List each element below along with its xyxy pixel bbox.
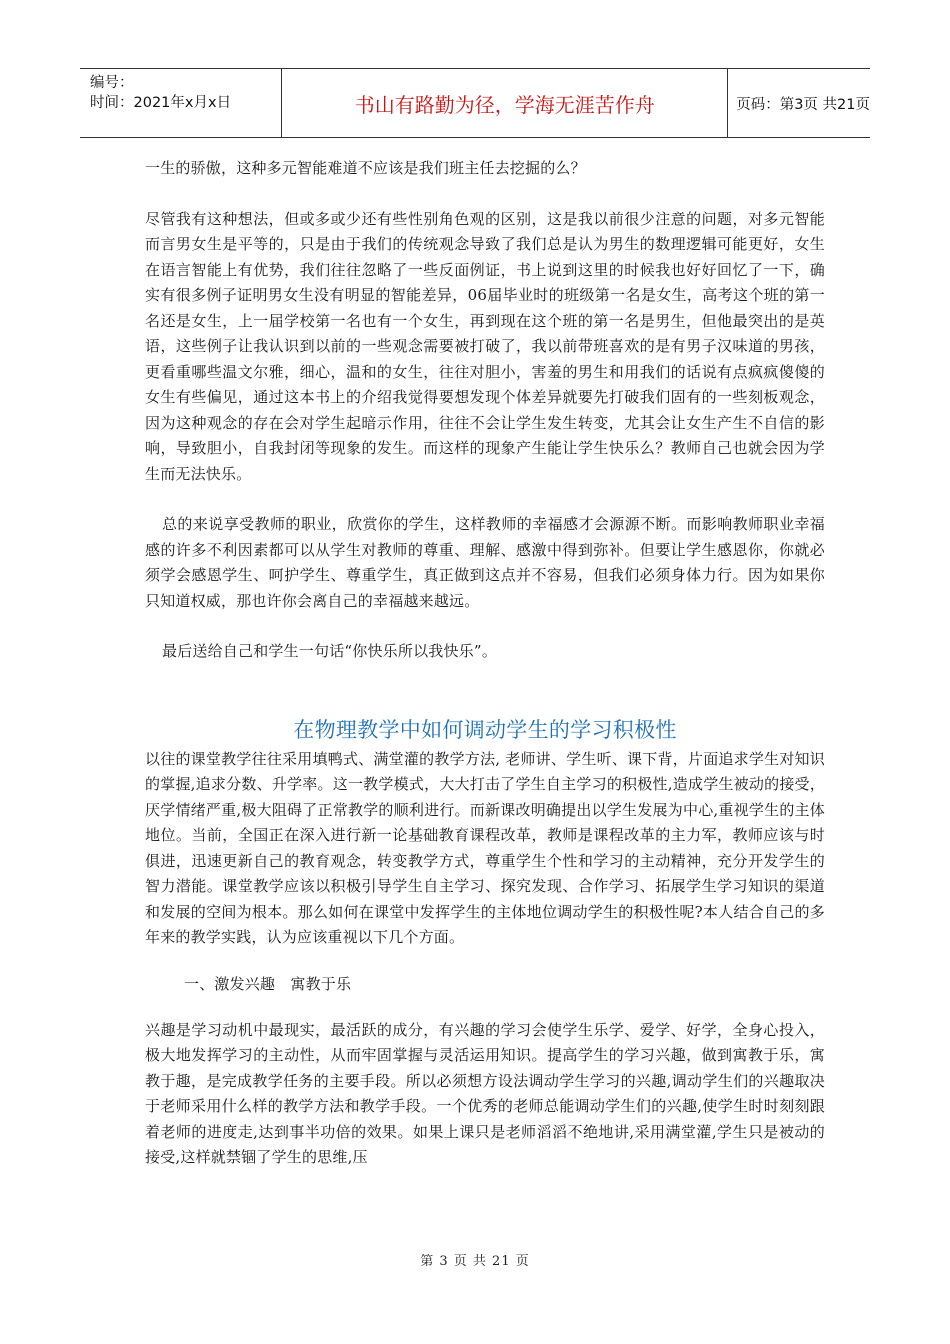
article-intro: 以往的课堂教学往往采用填鸭式、满堂灌的教学方法, 老师讲、学生听、课下背，片面追求学生对知识的掌握,追求分数、升学率。这一教学模式，大大打击了学生自主学习的积极性,造成学生被动的接受，厌学情绪严重,极大阻碍了正常教学的顺利进行。而新课改明确提出以学生发展为中心,重视学生的主体地位。当前，全国正在深入进行新一论基础教育课程改革，教师是课程改革的主力军，教师应该与时俱进，迅速更新自己的教育观念，转变教学方式，尊重学生个性和学习的主动精神，充分开发学生的智力潜能。课堂教学应该以积极引导学生自主学习、探究发现、合作学习、拓展学生学习知识的渠道和发展的空间为根本。那么如何在课堂中发挥学生的主体地位调动学生的积极性呢?本人结合自己的多年来的教学实践，认为应该重视以下几个方面。 (145, 749, 825, 946)
page-footer: 第 3 页 共 21 页 (420, 1254, 530, 1269)
header-meta (80, 69, 282, 137)
paragraph-closing-quote: 最后送给自己和学生一句话“你快乐所以我快乐”。 (162, 642, 497, 660)
section-heading: 一、激发兴趣 寓教于乐 (184, 974, 352, 993)
number-label: 编号： (90, 75, 134, 91)
paragraph-continued: 一生的骄傲，这种多元智能难道不应该是我们班主任去挖掘的么？ (145, 159, 586, 177)
page-body (145, 156, 825, 1171)
header-page-info: 页码：第3页 共21页 (736, 96, 870, 113)
document-header (80, 68, 870, 138)
date-label: 时间：2021年x月x日 (90, 95, 232, 111)
paragraph-gender-roles: 尽管我有这种想法，但或多或少还有些性别角色观的区别，这是我以前很少注意的问题，对多元智能而言男女生是平等的，只是由于我们的传统观念导致了我们总是认为男生的数理逻辑可能更好，女生在语言智能上有优势，我们往往忽略了一些反面例证，书上说到这里的时候我也好好回忆了一下，确实有很多例子证明男女生没有明显的智能差异，06届毕业时的班级第一名是女生，高考这个班的第一名还是女生，上一届学校第一名也有一个女生，再到现在这个班的第一名是男生，但他最突出的是英语，这些例子让我认识到以前的一些观念需要被打破了，我以前带班喜欢的是有男子汉味道的男孩，更看重哪些温文尔雅，细心，温和的女生，往往对胆小，害羞的男生和用我们的话说有点疯疯傻傻的女生有些偏见，通过这本书上的介绍我觉得要想发现个体差异就要先打破我们固有的一些刻板观念，因为这种观念的存在会对学生起暗示作用，往往不会让学生发生转变，尤其会让女生产生不自信的影响，导致胆小，自我封闭等现象的发生。而这样的现象产生能让学生快乐么？教师自己也就会因为学生而无法快乐。 (145, 209, 825, 483)
paragraph-teacher-happiness: 总的来说享受教师的职业，欣赏你的学生，这样教师的幸福感才会源源不断。而影响教师职业幸福感的许多不利因素都可以从学生对教师的尊重、理解、感激中得到弥补。但要让学生感恩你，你就必须学会感恩学生、呵护学生、尊重学生，真正做到这点并不容易，但我们必须身体力行。因为如果你只知道权威，那也许你会离自己的幸福越来越远。 (145, 515, 825, 610)
header-motto: 书山有路勤为径，学海无涯苦作舟 (282, 69, 728, 137)
section-body: 兴趣是学习动机中最现实，最活跃的成分，有兴趣的学习会使学生乐学、爱学、好学，全身心投入，极大地发挥学习的主动性，从而牢固掌握与灵活运用知识。提高学生的学习兴趣，做到寓教于乐，寓教于趣，是完成教学任务的主要手段。所以必须想方设法调动学生学习的兴趣,调动学生们的兴趣取决于老师采用什么样的教学方法和教学手段。一个优秀的老师总能调动学生们的兴趣,使学生时时刻刻跟着老师的进度走,达到事半功倍的效果。如果上课只是老师滔滔不绝地讲,采用满堂灌,学生只是被动的接受,这样就禁锢了学生的思维,压 (145, 1020, 825, 1166)
article-title: 在物理教学中如何调动学生的学习积极性 (293, 717, 677, 742)
